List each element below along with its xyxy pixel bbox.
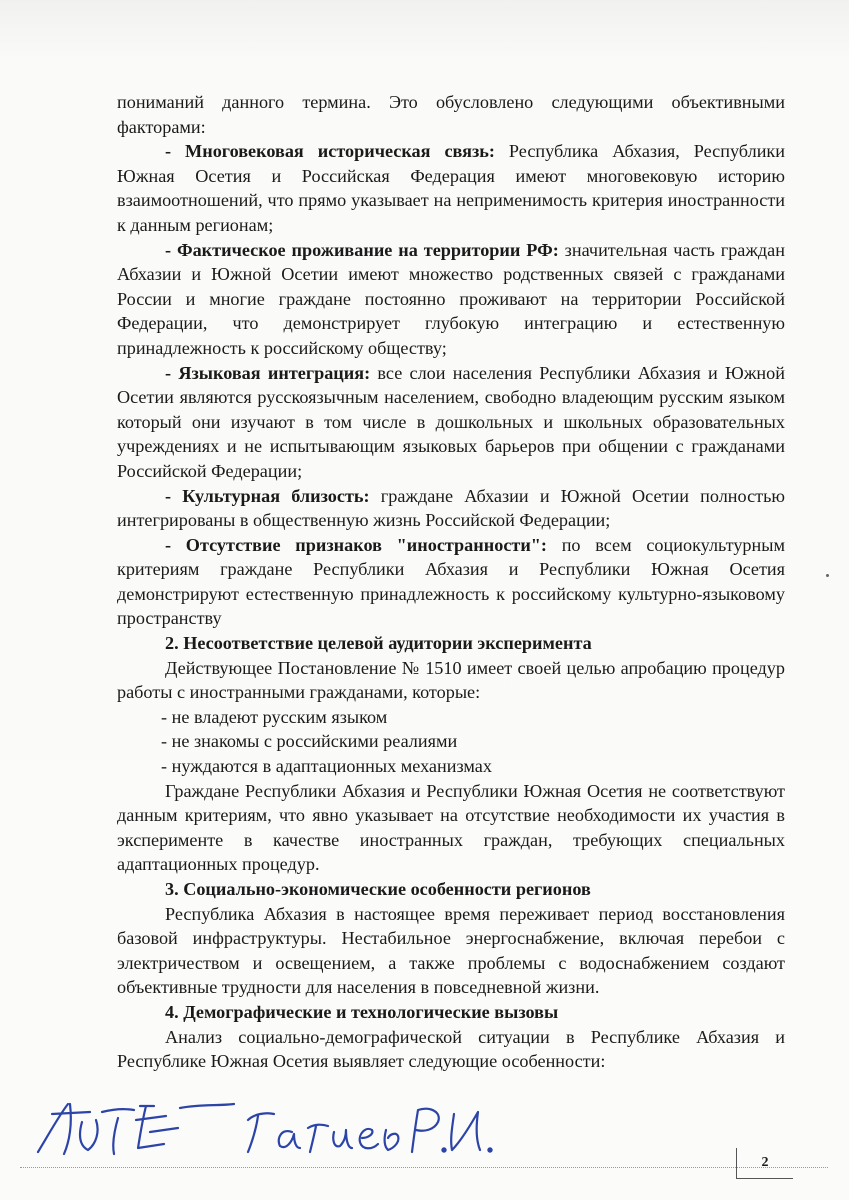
list-item: - не знакомы с российскими реалиями	[161, 731, 458, 752]
heading-section-3: 3. Социально-экономические особенности регионов	[165, 879, 591, 899]
paragraph-intro: пониманий данного термина. Это обусловлено следующими объективными факторами:	[117, 92, 785, 137]
bullet-title: - Языковая интеграция:	[165, 362, 371, 383]
scan-speck	[826, 574, 829, 577]
paragraph-section-2: Действующее Постановление № 1510 имеет своей целью апробацию процедур работы с иностранными гражданами, которые:	[117, 657, 785, 703]
bullet-historical-connection	[117, 139, 785, 237]
bullet-foreignness	[117, 533, 785, 631]
paragraph-section-3: Республика Абхазия в настоящее время переживает период восстановления базовой инфраструктуры. Нестабильное энергоснабжение, включая перебои с электричеством и освещением, а также проблемы с водоснабжением создают объективные трудности для населения в повседневной жизни.	[117, 903, 785, 998]
bullet-title: - Отсутствие признаков "иностранности":	[165, 534, 547, 555]
heading-section-2: 2. Несоответствие целевой аудитории эксперимента	[165, 633, 592, 654]
paragraph-criteria: Граждане Республики Абхазия и Республики Южная Осетия не соответствуют данным критериям, что явно указывает на отсутствие необходимости их участия в эксперименте в качестве иностранных граждан, требующих специальных адаптационных процедур.	[117, 780, 785, 875]
document-body	[117, 90, 785, 1074]
list-item: - нуждаются в адаптационных механизмах	[161, 756, 492, 777]
bullet-text: Республика Абхазия, Республики Южная Осетия и Российская Федерация имеют многовековую историю взаимоотношений, что прямо указывает на неприменимость критерия иностранности к данным регионам;	[117, 141, 785, 235]
bullet-title: - Многовековая историческая связь:	[165, 141, 495, 162]
bullet-residence	[117, 238, 785, 361]
bullet-title: - Фактическое проживание на территории РФ:	[165, 239, 559, 260]
heading-section-4: 4. Демографические и технологические вызовы	[165, 1001, 559, 1022]
footer-divider	[20, 1167, 828, 1168]
page-number: 2	[736, 1148, 793, 1179]
bullet-text: все слои населения Республики Абхазия и Южной Осетии являются русскоязычным населением, свободно владеющим русским языком который они изучают в том числе в дошкольных и школьных образовательных учреждениях и не испытывающим языковых барьеров при общении с гражданами Российской Федерации;	[117, 362, 785, 481]
handwritten-signature	[30, 1092, 500, 1162]
bullet-text: граждане Абхазии и Южной Осетии полностью интегрированы в общественную жизнь Российской Федерации;	[117, 485, 785, 531]
list-item: - не владеют русским языком	[161, 706, 388, 727]
bullet-text: значительная часть граждан Абхазии и Южной Осетии имеют множество родственных связей с гражданами России и многие граждане постоянно проживают на территории Российской Федерации, что демонстрирует глубокую интеграцию и естественную принадлежность к российскому обществу;	[117, 239, 785, 358]
bullet-text: по всем социокультурным критериям граждане Республики Абхазия и Республики Южная Осетия демонстрируют естественную принадлежность к российскому культурно-языковому пространству	[117, 534, 785, 629]
paragraph-section-4: Анализ социально-демографической ситуации в Республике Абхазия и Республике Южная Осетия выявляет следующие особенности:	[117, 1026, 785, 1072]
bullet-language	[117, 361, 785, 484]
bullet-culture	[117, 484, 785, 533]
bullet-title: - Культурная близость:	[165, 485, 370, 506]
